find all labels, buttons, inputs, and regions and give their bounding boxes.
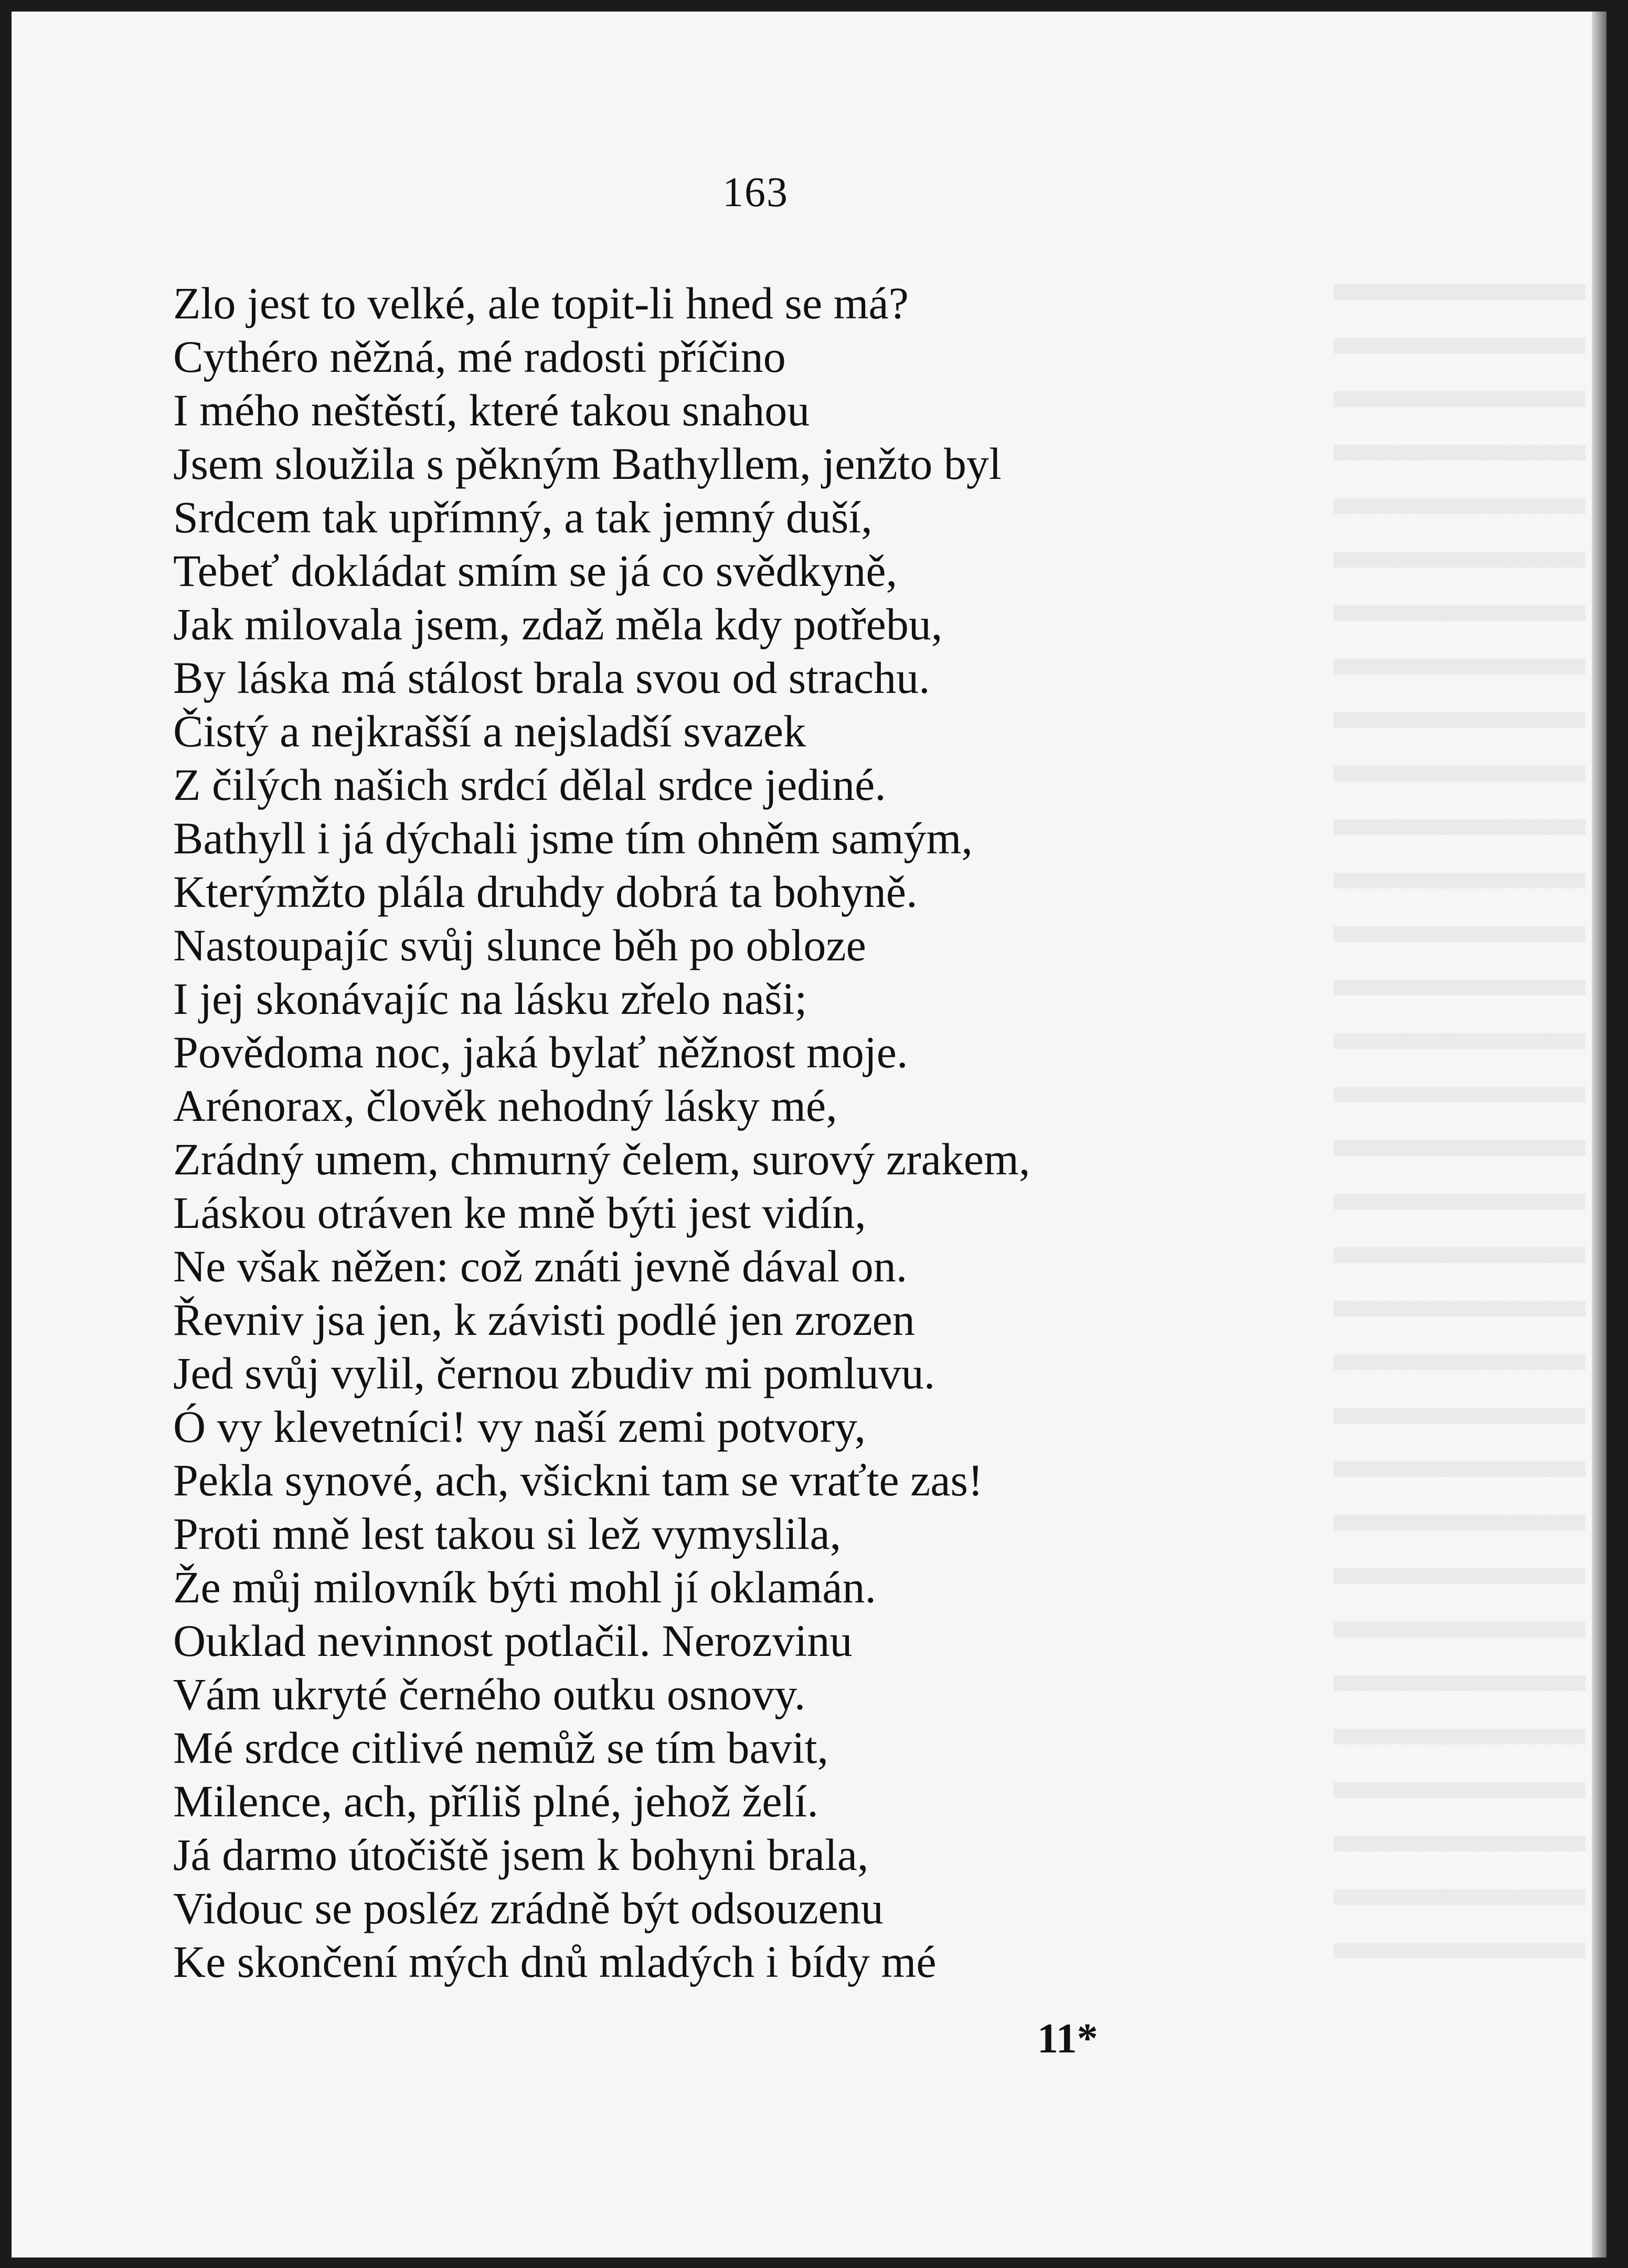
poem-line: Kterýmžto plála druhdy dobrá ta bohyně.: [173, 866, 918, 917]
poem-line: I mého neštěstí, které takou snahou: [173, 385, 810, 435]
poem-line: Ó vy klevetníci! vy naší zemi potvory,: [173, 1402, 866, 1452]
page-number: 163: [722, 169, 789, 216]
poem-line: Tebeť dokládat smím se já co svědkyně,: [173, 545, 898, 596]
poem-line: Milence, ach, příliš plné, jehož želí.: [173, 1776, 818, 1826]
poem-line: Vám ukryté černého outku osnovy.: [173, 1669, 806, 1719]
show-through-text: [1334, 253, 1586, 1984]
poem-line: Jed svůj vylil, černou zbudiv mi pomluvu.: [173, 1348, 935, 1398]
poem-line: I jej skonávajíc na lásku zřelo naši;: [173, 973, 807, 1024]
poem-line: Řevniv jsa jen, k závisti podlé jen zrozen: [173, 1295, 915, 1345]
poem-line: Srdcem tak upřímný, a tak jemný duší,: [173, 492, 872, 542]
book-page: [12, 12, 1606, 2258]
poem-line: Pekla synové, ach, všickni tam se vraťte zas!: [173, 1455, 983, 1505]
poem-line: Vidouc se posléz zrádně být odsouzenu: [173, 1883, 884, 1933]
poem-line: Ke skončení mých dnů mladých i bídy mé: [173, 1937, 937, 1987]
poem-line: Mé srdce citlivé nemůž se tím bavit,: [173, 1723, 829, 1773]
signature-mark: 11*: [1037, 2016, 1098, 2062]
poem-line: Zrádný umem, chmurný čelem, surový zrakem,: [173, 1134, 1030, 1184]
poem-line: Já darmo útočiště jsem k bohyni brala,: [173, 1830, 869, 1880]
poem-line: Jsem sloužila s pěkným Bathyllem, jenžto byl: [173, 438, 1002, 489]
poem-line: Zlo jest to velké, ale topit-li hned se má?: [173, 278, 909, 328]
poem-line: Proti mně lest takou si lež vymyslila,: [173, 1509, 842, 1559]
poem-line: Ouklad nevinnost potlačil. Nerozvinu: [173, 1616, 853, 1666]
poem-line: Že můj milovník býti mohl jí oklamán.: [173, 1562, 877, 1612]
poem-line: By láska má stálost brala svou od strachu.: [173, 652, 930, 703]
poem-line: Čistý a nejkrašší a nejsladší svazek: [173, 706, 806, 756]
poem-line: Jak milovala jsem, zdaž měla kdy potřebu,: [173, 599, 943, 649]
poem-line: Arénorax, člověk nehodný lásky mé,: [173, 1080, 837, 1131]
poem-line: Povědoma noc, jaká bylať něžnost moje.: [173, 1027, 908, 1077]
poem-line: Bathyll i já dýchali jsme tím ohněm samým,: [173, 813, 973, 863]
poem-line: Láskou otráven ke mně býti jest vidín,: [173, 1188, 866, 1238]
page-edge: [1592, 12, 1606, 2258]
poem-line: Cythéro něžná, mé radosti příčino: [173, 331, 786, 382]
poem-line: Nastoupajíc svůj slunce běh po obloze: [173, 920, 866, 970]
poem-line: Ne však něžen: což znáti jevně dával on.: [173, 1241, 908, 1291]
poem-line: Z čilých našich srdcí dělal srdce jediné.: [173, 759, 886, 810]
poem-text: [173, 276, 1030, 1988]
